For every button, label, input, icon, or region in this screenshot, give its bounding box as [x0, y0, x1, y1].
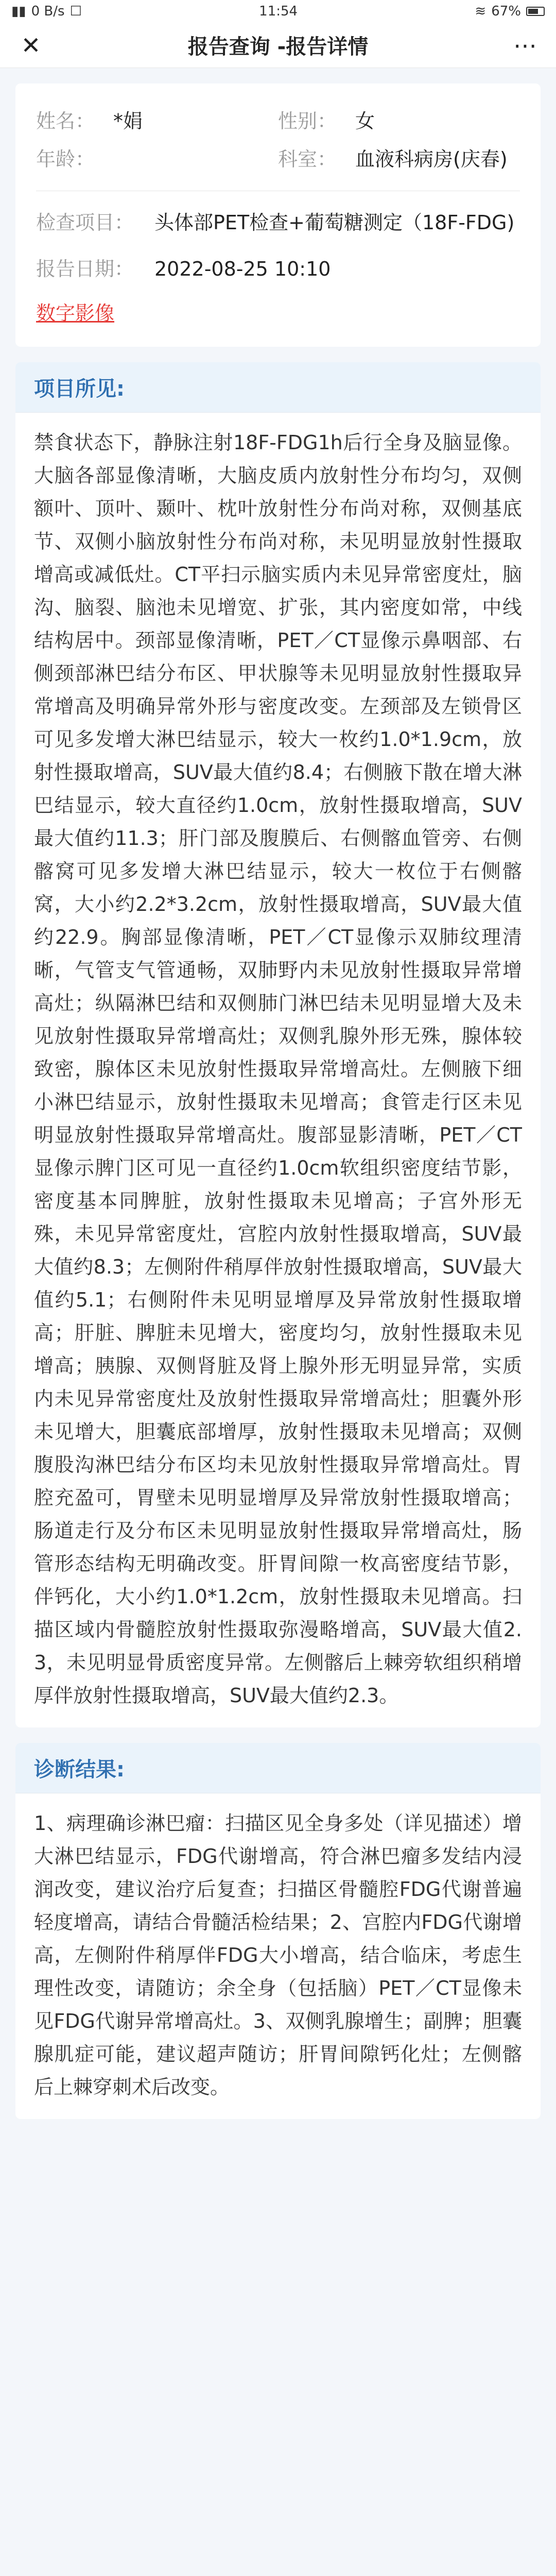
report-date-value: 2022-08-25 10:10	[154, 258, 331, 280]
exam-item-row	[36, 204, 520, 242]
digital-image-link[interactable]: 数字影像	[36, 302, 115, 325]
findings-text: 禁食状态下，静脉注射18F-FDG1h后行全身及脑显像。大脑各部显像清晰，大脑皮质内放射性分布均匀，双侧额叶、顶叶、颞叶、枕叶放射性分布尚对称，双侧基底节、双侧小脑放射性分布尚对称，未见明显放射性摄取增高或减低灶。CT平扫示脑实质内未见异常密度灶，脑沟、脑裂、脑池未见增宽、扩张，其内密度如常，中线结构居中。颈部显像清晰，PET／CT显像示鼻咽部、右侧颈部淋巴结分布区、甲状腺等未见明显放射性摄取异常增高及明确异常外形与密度改变。左颈部及左锁骨区可见多发增大淋巴结显示，较大一枚约1.0*1.9cm，放射性摄取增高，SUV最大值约8.4；右侧腋下散在增大淋巴结显示，较大直径约1.0cm，放射性摄取增高，SUV最大值约11.3；肝门部及腹膜后、右侧髂血管旁、右侧髂窝可见多发增大淋巴结显示，较大一枚位于右侧髂窝，大小约2.2*3.2cm，放射性摄取增高，SUV最大值约22.9。胸部显像清晰，PET／CT显像示双肺纹理清晰，气管支气管通畅，双肺野内未见放射性摄取异常增高灶；纵隔淋巴结和双侧肺门淋巴结未见明显增大及未见放射性摄取异常增高灶；双侧乳腺外形无殊，腺体较致密，腺体区未见放射性摄取异常增高灶。左侧腋下细小淋巴结显示，放射性摄取未见增高；食管走行区未见明显放射性摄取异常增高灶。腹部显影清晰，PET／CT显像示脾门区可见一直径约1.0cm软组织密度结节影，密度基本同脾脏，放射性摄取未见增高；子宫外形无殊，未见异常密度灶，宫腔内放射性摄取增高，SUV最大值约8.3；左侧附件稍厚伴放射性摄取增高，SUV最大值约5.1；右侧附件未见明显增厚及异常放射性摄取增高；肝脏、脾脏未见增大，密度均匀，放射性摄取未见增高；胰腺、双侧肾脏及肾上腺外形无明显异常，实质内未见异常密度灶及放射性摄取异常增高灶；胆囊外形未见增大，胆囊底部增厚，放射性摄取未见增高；双侧腹股沟淋巴结分布区均未见放射性摄取异常增高灶。胃腔充盈可，胃壁未见明显增厚及异常放射性摄取增高；肠道走行及分布区未见明显放射性摄取异常增高灶，肠管形态结构无明确改变。肝胃间隙一枚高密度结节影，伴钙化，大小约1.0*1.2cm，放射性摄取未见增高。扫描区域内骨髓腔放射性摄取弥漫略增高，SUV最大值2.3，未见明显骨质密度异常。左侧髂后上棘旁软组织稍增厚伴放射性摄取增高，SUV最大值约2.3。	[34, 431, 522, 1707]
battery-icon	[526, 7, 545, 16]
notification-icon: ☐	[70, 4, 82, 19]
gender-value: 女	[355, 110, 375, 132]
signal-icon: ▮▮	[11, 4, 26, 19]
age-dept-row	[36, 140, 520, 178]
gender-field	[278, 102, 520, 140]
exam-item-label: 检查项目：	[36, 211, 134, 234]
diagnosis-title: 诊断结果:	[15, 1743, 541, 1793]
exam-item-value: 头体部PET检查+葡萄糖测定（18F-FDG)	[154, 211, 515, 234]
findings-card	[15, 362, 541, 1727]
name-value: *娟	[113, 110, 143, 132]
report-date-row	[36, 250, 520, 288]
network-speed: 0 B/s	[31, 4, 65, 19]
diagnosis-text: 1、病理确诊淋巴瘤：扫描区见全身多处（详见描述）增大淋巴结显示，FDG代谢增高，符合淋巴瘤多发结内浸润改变，建议治疗后复查；扫描区骨髓腔FDG代谢普遍轻度增高，请结合骨髓活检结果；2、宫腔内FDG代谢增高，左侧附件稍厚伴FDG大小增高，结合临床，考虑生理性改变，请随访；余全身（包括脑）PET／CT显像未见FDG代谢异常增高灶。3、双侧乳腺增生；副脾；胆囊腺肌症可能，建议超声随访；肝胃间隙钙化灶；左侧髂后上棘穿刺术后改变。	[34, 1812, 522, 2098]
dept-label: 科室：	[278, 148, 337, 171]
status-time: 11:54	[259, 4, 298, 19]
age-label: 年龄：	[36, 148, 95, 171]
more-icon[interactable]: ⋯	[513, 31, 537, 59]
age-field	[36, 140, 278, 178]
battery-text: 67%	[491, 4, 521, 19]
diagnosis-card	[15, 1743, 541, 2119]
gender-label: 性别：	[278, 110, 337, 132]
report-date-label: 报告日期：	[36, 258, 134, 280]
name-gender-row	[36, 102, 520, 140]
name-field	[36, 102, 278, 140]
findings-title: 项目所见:	[15, 362, 541, 413]
dept-value: 血液科病房(庆春)	[355, 148, 508, 171]
status-bar-right	[475, 4, 545, 19]
wifi-icon: ≋	[475, 4, 486, 19]
close-icon[interactable]: ✕	[21, 31, 41, 59]
status-bar-left	[11, 4, 82, 19]
nav-bar	[0, 23, 556, 68]
name-label: 姓名：	[36, 110, 95, 132]
dept-field	[278, 140, 520, 178]
status-bar	[0, 0, 556, 23]
patient-info-card	[15, 83, 541, 347]
page-title: 报告查询 -报告详情	[187, 35, 369, 59]
